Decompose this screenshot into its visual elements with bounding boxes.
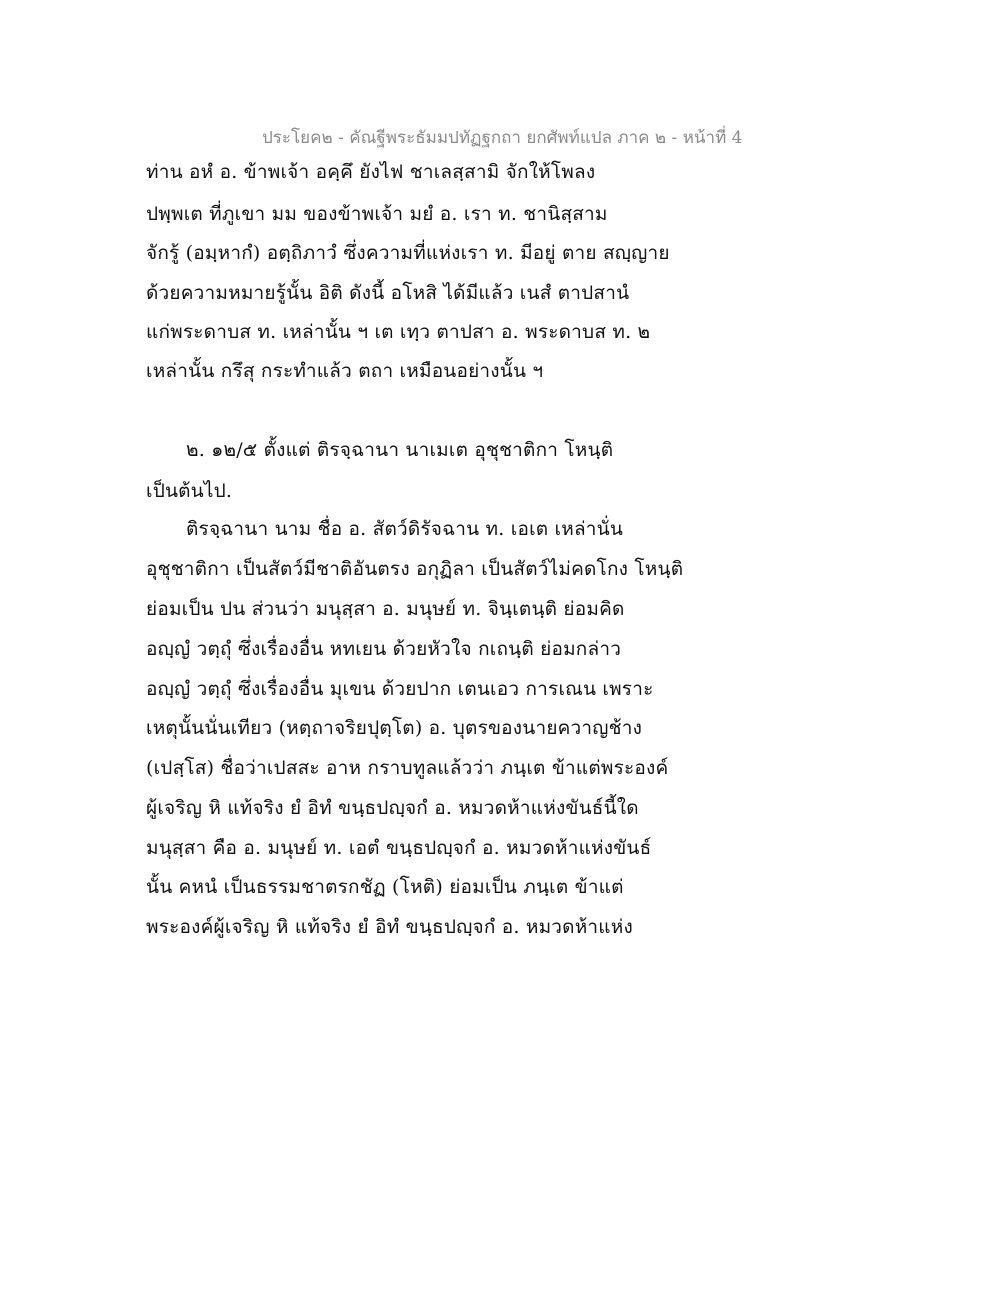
- text-line: ผู้เจริญ หิ แท้จริง ยํ อิทํ ขนฺธปญฺจกํ อ. หมวดห้าแห่งขันธ์นี้ใด: [146, 797, 639, 819]
- text-line: อญฺญํ วตฺถุํ ซึ่งเรื่องอื่น มุเขน ด้วยปาก เตนเอว การเณน เพราะ: [146, 678, 654, 700]
- text-line: เป็นต้นไป.: [146, 480, 233, 502]
- text-line: (เปสฺโส) ชื่อว่าเปสสะ อาห กราบทูลแล้วว่า ภนฺเต ข้าแต่พระองค์: [146, 757, 669, 779]
- section-heading: ๒. ๑๒/๕ ตั้งแต่ ติรจฺฉานา นาเมเต อุชุชาติกา โหนฺติ: [186, 439, 614, 461]
- paragraph-start: ติรจฺฉานา นาม ชื่อ อ. สัตว์ดิรัจฉาน ท. เอเต เหล่านั่น: [186, 518, 624, 540]
- text-line: แก่พระดาบส ท. เหล่านั้น ฯ เต เทฺว ตาปสา อ. พระดาบส ท. ๒: [146, 321, 651, 343]
- text-line: จักรู้ (อมฺหากํ) อตฺถิภาวํ ซึ่งความที่แห่งเรา ท. มีอยู่ ตาย สญฺญาย: [146, 242, 670, 264]
- text-line: อญฺญํ วตฺถุํ ซึ่งเรื่องอื่น หทเยน ด้วยหัวใจ กเถนฺติ ย่อมกล่าว: [146, 638, 622, 660]
- text-line: ย่อมเป็น ปน ส่วนว่า มนุสฺสา อ. มนุษย์ ท. จินฺเตนฺติ ย่อมคิด: [146, 598, 625, 620]
- running-header: ประโยค๒ - คัณฐีพระธัมมปทัฏฐกถา ยกศัพท์แปล ภาค ๒ - หน้าที่ 4: [262, 128, 743, 148]
- text-line: ปพฺพเต ที่ภูเขา มม ของข้าพเจ้า มยํ อ. เรา ท. ชานิสฺสาม: [146, 203, 608, 225]
- text-line: ท่าน อหํ อ. ข้าพเจ้า อคฺคึ ยังไฟ ชาเลสฺสามิ จักให้โพลง: [146, 161, 596, 183]
- text-line: อุชุชาติกา เป็นสัตว์มีชาติอันตรง อกุฏิลา เป็นสัตว์ไม่คดโกง โหนฺติ: [146, 558, 684, 580]
- text-line: เหตุนั้นนั่นเทียว (หตฺถาจริยปุตฺโต) อ. บุตรของนายควาญช้าง: [146, 717, 643, 739]
- text-line: มนุสฺสา คือ อ. มนุษย์ ท. เอตํ ขนฺธปญฺจกํ อ. หมวดห้าแห่งขันธ์: [146, 837, 652, 859]
- text-line: นั้น คหนํ เป็นธรรมชาตรกชัฏ (โหติ) ย่อมเป็น ภนฺเต ข้าแต่: [146, 876, 624, 898]
- text-line: พระองค์ผู้เจริญ หิ แท้จริง ยํ อิทํ ขนฺธปญฺจกํ อ. หมวดห้าแห่ง: [146, 916, 633, 938]
- text-line: ด้วยความหมายรู้นั้น อิติ ดังนี้ อโหสิ ได้มีแล้ว เนสํ ตาปสานํ: [146, 282, 630, 304]
- text-line: เหล่านั้น กรึสุ กระทำแล้ว ตถา เหมือนอย่างนั้น ฯ: [146, 360, 544, 382]
